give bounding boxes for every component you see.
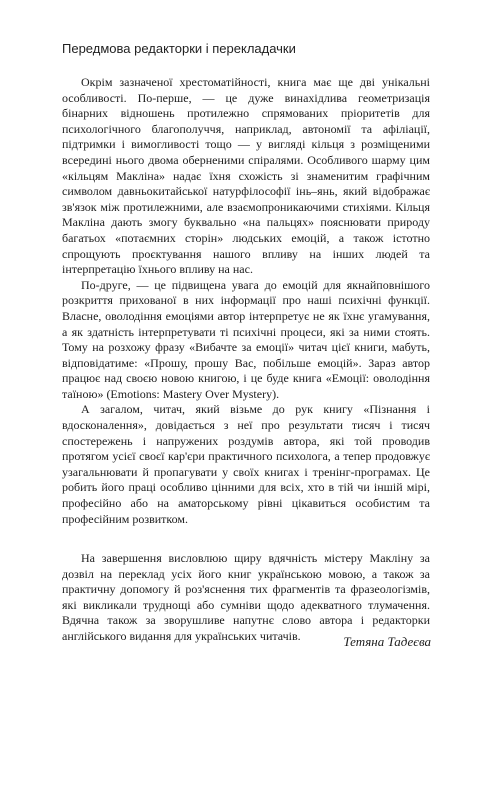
translator-signature: Тетяна Тадеєва: [343, 634, 431, 649]
paragraph-overview: А загалом, читач, який візьме до рук книгу «Пізнання і вдосконалення», довідається з неї про результати тисяч і тисяч спостережень і напружених роздумів автора, які той проводив протягом усієї своєї кар'єри практичного психолога, а тепер продовжує узагальнювати й пропагувати у своїх книгах і тренінг-програмах. Це робить його праці особливо цінними для всіх, хто в тій чи іншій мірі, професійно або на аматорському рівні цікавиться особистим та професійним розвитком.: [62, 402, 430, 526]
preface-text: [62, 75, 430, 527]
running-header: Передмова редакторки і перекладачки: [62, 41, 296, 56]
paragraph-unique-features: Окрім зазначеної хрестоматійності, книга має ще дві унікальні особливості. По-перше, — це дуже винахідлива геометризація бінарних відношень протилежно спрямованих пріоритетів для психологічного благополуччя, наприклад, автономії та афіліації, підтримки і вимогливості тощо — у вигляді кільця з розміщеними всередині нього двома оберненими спіралями. Особливого шарму цим «кільцям Макліна» надає їхня схожість зі знаменитим графічним символом давньокитайської натурфілософії інь–янь, який відображає зв'язок між протилежними, але взаємопроникаючими стихіями. Кільця Макліна дають змогу буквально «на пальцях» пояснювати природу багатьох «потаємних сторін» людських емоцій, а також істотно спрощують проєктування нашого впливу на інших людей та інтерпретацію їхнього впливу на нас.: [62, 75, 430, 277]
paragraph-acknowledgement: На завершення висловлюю щиру вдячність містеру Макліну за дозвіл на переклад усіх його книг українською мовою, а також за практичну допомогу й роз'яснення тих фрагментів та фразеологізмів, які викликали труднощі або сумніви щодо адекватного тлумачення. Вдячна також за зворушливе напутнє слово автора і редакторки англійського видання для українських читачів.: [62, 551, 430, 643]
paragraph-emotions: По-друге, — це підвищена увага до емоцій для якнайповнішого розкриття прихованої в них інформації про наші психічні функції. Власне, оволодіння емоціями автор інтерпретує не як їхнє угамування, а як здатність інтерпретувати ті психічні процеси, які за ними стоять. Тому на розхожу фразу «Вибачте за емоції» читач цієї книги, мабуть, відповідатиме: «Прошу, прошу Вас, побільше емоцій». Зараз автор працює над своєю новою книгою, і це буде книга «Емоції: оволодіння таїною» (Emotions: Mastery Over Mystery).: [62, 277, 430, 401]
acknowledgement-text: [62, 551, 430, 645]
